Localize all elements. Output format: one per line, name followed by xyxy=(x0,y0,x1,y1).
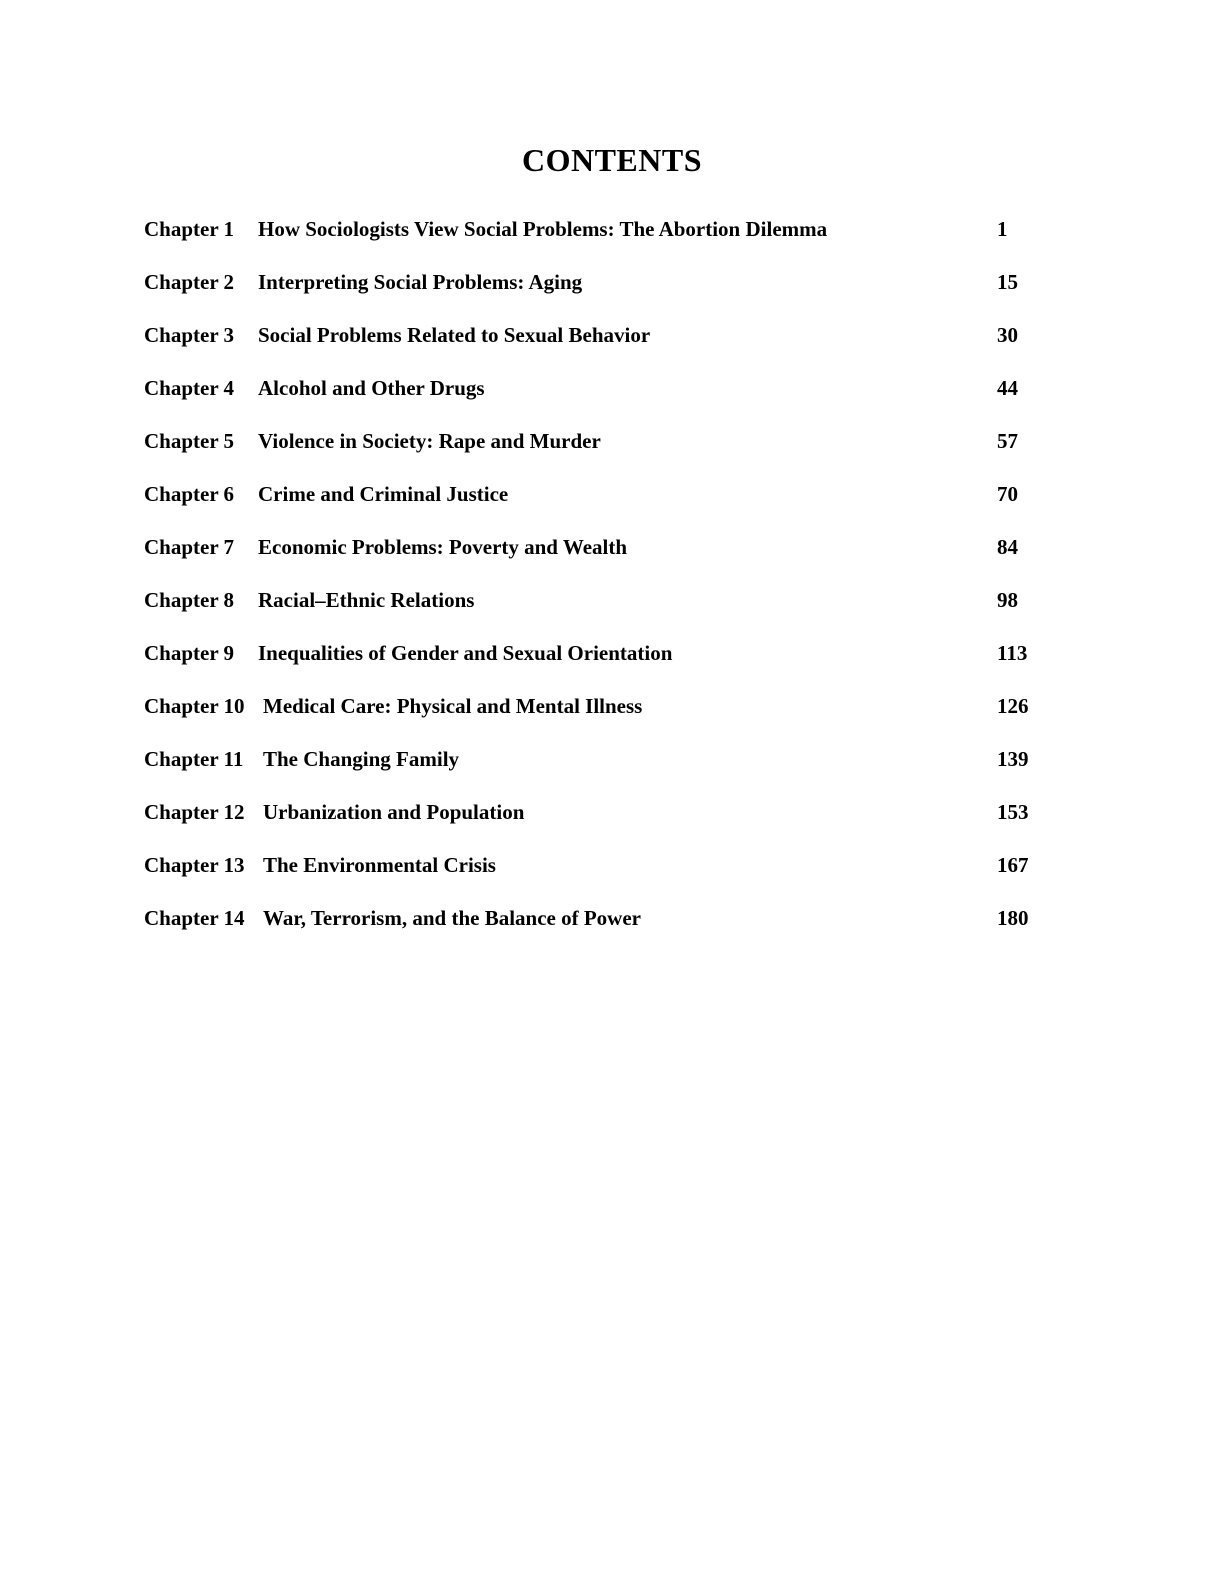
toc-entry-chapter-14 xyxy=(144,901,1044,954)
page-title: CONTENTS xyxy=(521,142,703,178)
table-of-contents xyxy=(144,212,1044,954)
chapter-title: Violence in Society: Rape and Murder xyxy=(258,429,601,453)
chapter-title: The Changing Family xyxy=(263,747,460,771)
chapter-title: War, Terrorism, and the Balance of Power xyxy=(263,906,641,930)
chapter-label: Chapter 7 xyxy=(144,535,235,559)
toc-entry-chapter-11 xyxy=(144,742,1044,795)
chapter-label: Chapter 8 xyxy=(144,588,235,612)
chapter-title: Inequalities of Gender and Sexual Orientation xyxy=(258,641,673,665)
chapter-page-number: 1 xyxy=(997,217,1008,241)
chapter-page-number: 30 xyxy=(997,323,1018,347)
toc-entry-chapter-4 xyxy=(144,371,1044,424)
toc-entry-chapter-12 xyxy=(144,795,1044,848)
toc-entry-chapter-10 xyxy=(144,689,1044,742)
toc-entry-chapter-6 xyxy=(144,477,1044,530)
toc-entry-chapter-13 xyxy=(144,848,1044,901)
chapter-page-number: 126 xyxy=(997,694,1029,718)
chapter-page-number: 57 xyxy=(997,429,1018,453)
chapter-title: The Environmental Crisis xyxy=(263,853,496,877)
chapter-page-number: 167 xyxy=(997,853,1029,877)
toc-entry-chapter-8 xyxy=(144,583,1044,636)
chapter-page-number: 98 xyxy=(997,588,1018,612)
chapter-title: Urbanization and Population xyxy=(263,800,525,824)
chapter-label: Chapter 6 xyxy=(144,482,235,506)
chapter-title: Medical Care: Physical and Mental Illness xyxy=(263,694,643,718)
chapter-label: Chapter 12 xyxy=(144,800,245,824)
chapter-label: Chapter 2 xyxy=(144,270,235,294)
chapter-page-number: 44 xyxy=(997,376,1018,400)
chapter-title: How Sociologists View Social Problems: The Abortion Dilemma xyxy=(258,217,828,241)
chapter-label: Chapter 11 xyxy=(144,747,244,771)
chapter-page-number: 113 xyxy=(997,641,1028,665)
chapter-page-number: 139 xyxy=(997,747,1029,771)
chapter-label: Chapter 9 xyxy=(144,641,235,665)
toc-entry-chapter-5 xyxy=(144,424,1044,477)
chapter-title: Racial–Ethnic Relations xyxy=(258,588,475,612)
chapter-title: Economic Problems: Poverty and Wealth xyxy=(258,535,628,559)
chapter-label: Chapter 5 xyxy=(144,429,235,453)
chapter-page-number: 180 xyxy=(997,906,1029,930)
chapter-label: Chapter 13 xyxy=(144,853,245,877)
chapter-label: Chapter 1 xyxy=(144,217,235,241)
chapter-page-number: 153 xyxy=(997,800,1029,824)
chapter-label: Chapter 10 xyxy=(144,694,245,718)
toc-entry-chapter-2 xyxy=(144,265,1044,318)
toc-entry-chapter-9 xyxy=(144,636,1044,689)
chapter-title: Social Problems Related to Sexual Behavior xyxy=(258,323,651,347)
chapter-title: Crime and Criminal Justice xyxy=(258,482,509,506)
chapter-label: Chapter 14 xyxy=(144,906,245,930)
toc-entry-chapter-3 xyxy=(144,318,1044,371)
chapter-title: Alcohol and Other Drugs xyxy=(258,376,485,400)
chapter-label: Chapter 3 xyxy=(144,323,235,347)
chapter-label: Chapter 4 xyxy=(144,376,235,400)
toc-entry-chapter-1 xyxy=(144,212,1044,265)
chapter-page-number: 70 xyxy=(997,482,1018,506)
chapter-page-number: 84 xyxy=(997,535,1018,559)
toc-entry-chapter-7 xyxy=(144,530,1044,583)
chapter-title: Interpreting Social Problems: Aging xyxy=(258,270,583,294)
chapter-page-number: 15 xyxy=(997,270,1018,294)
